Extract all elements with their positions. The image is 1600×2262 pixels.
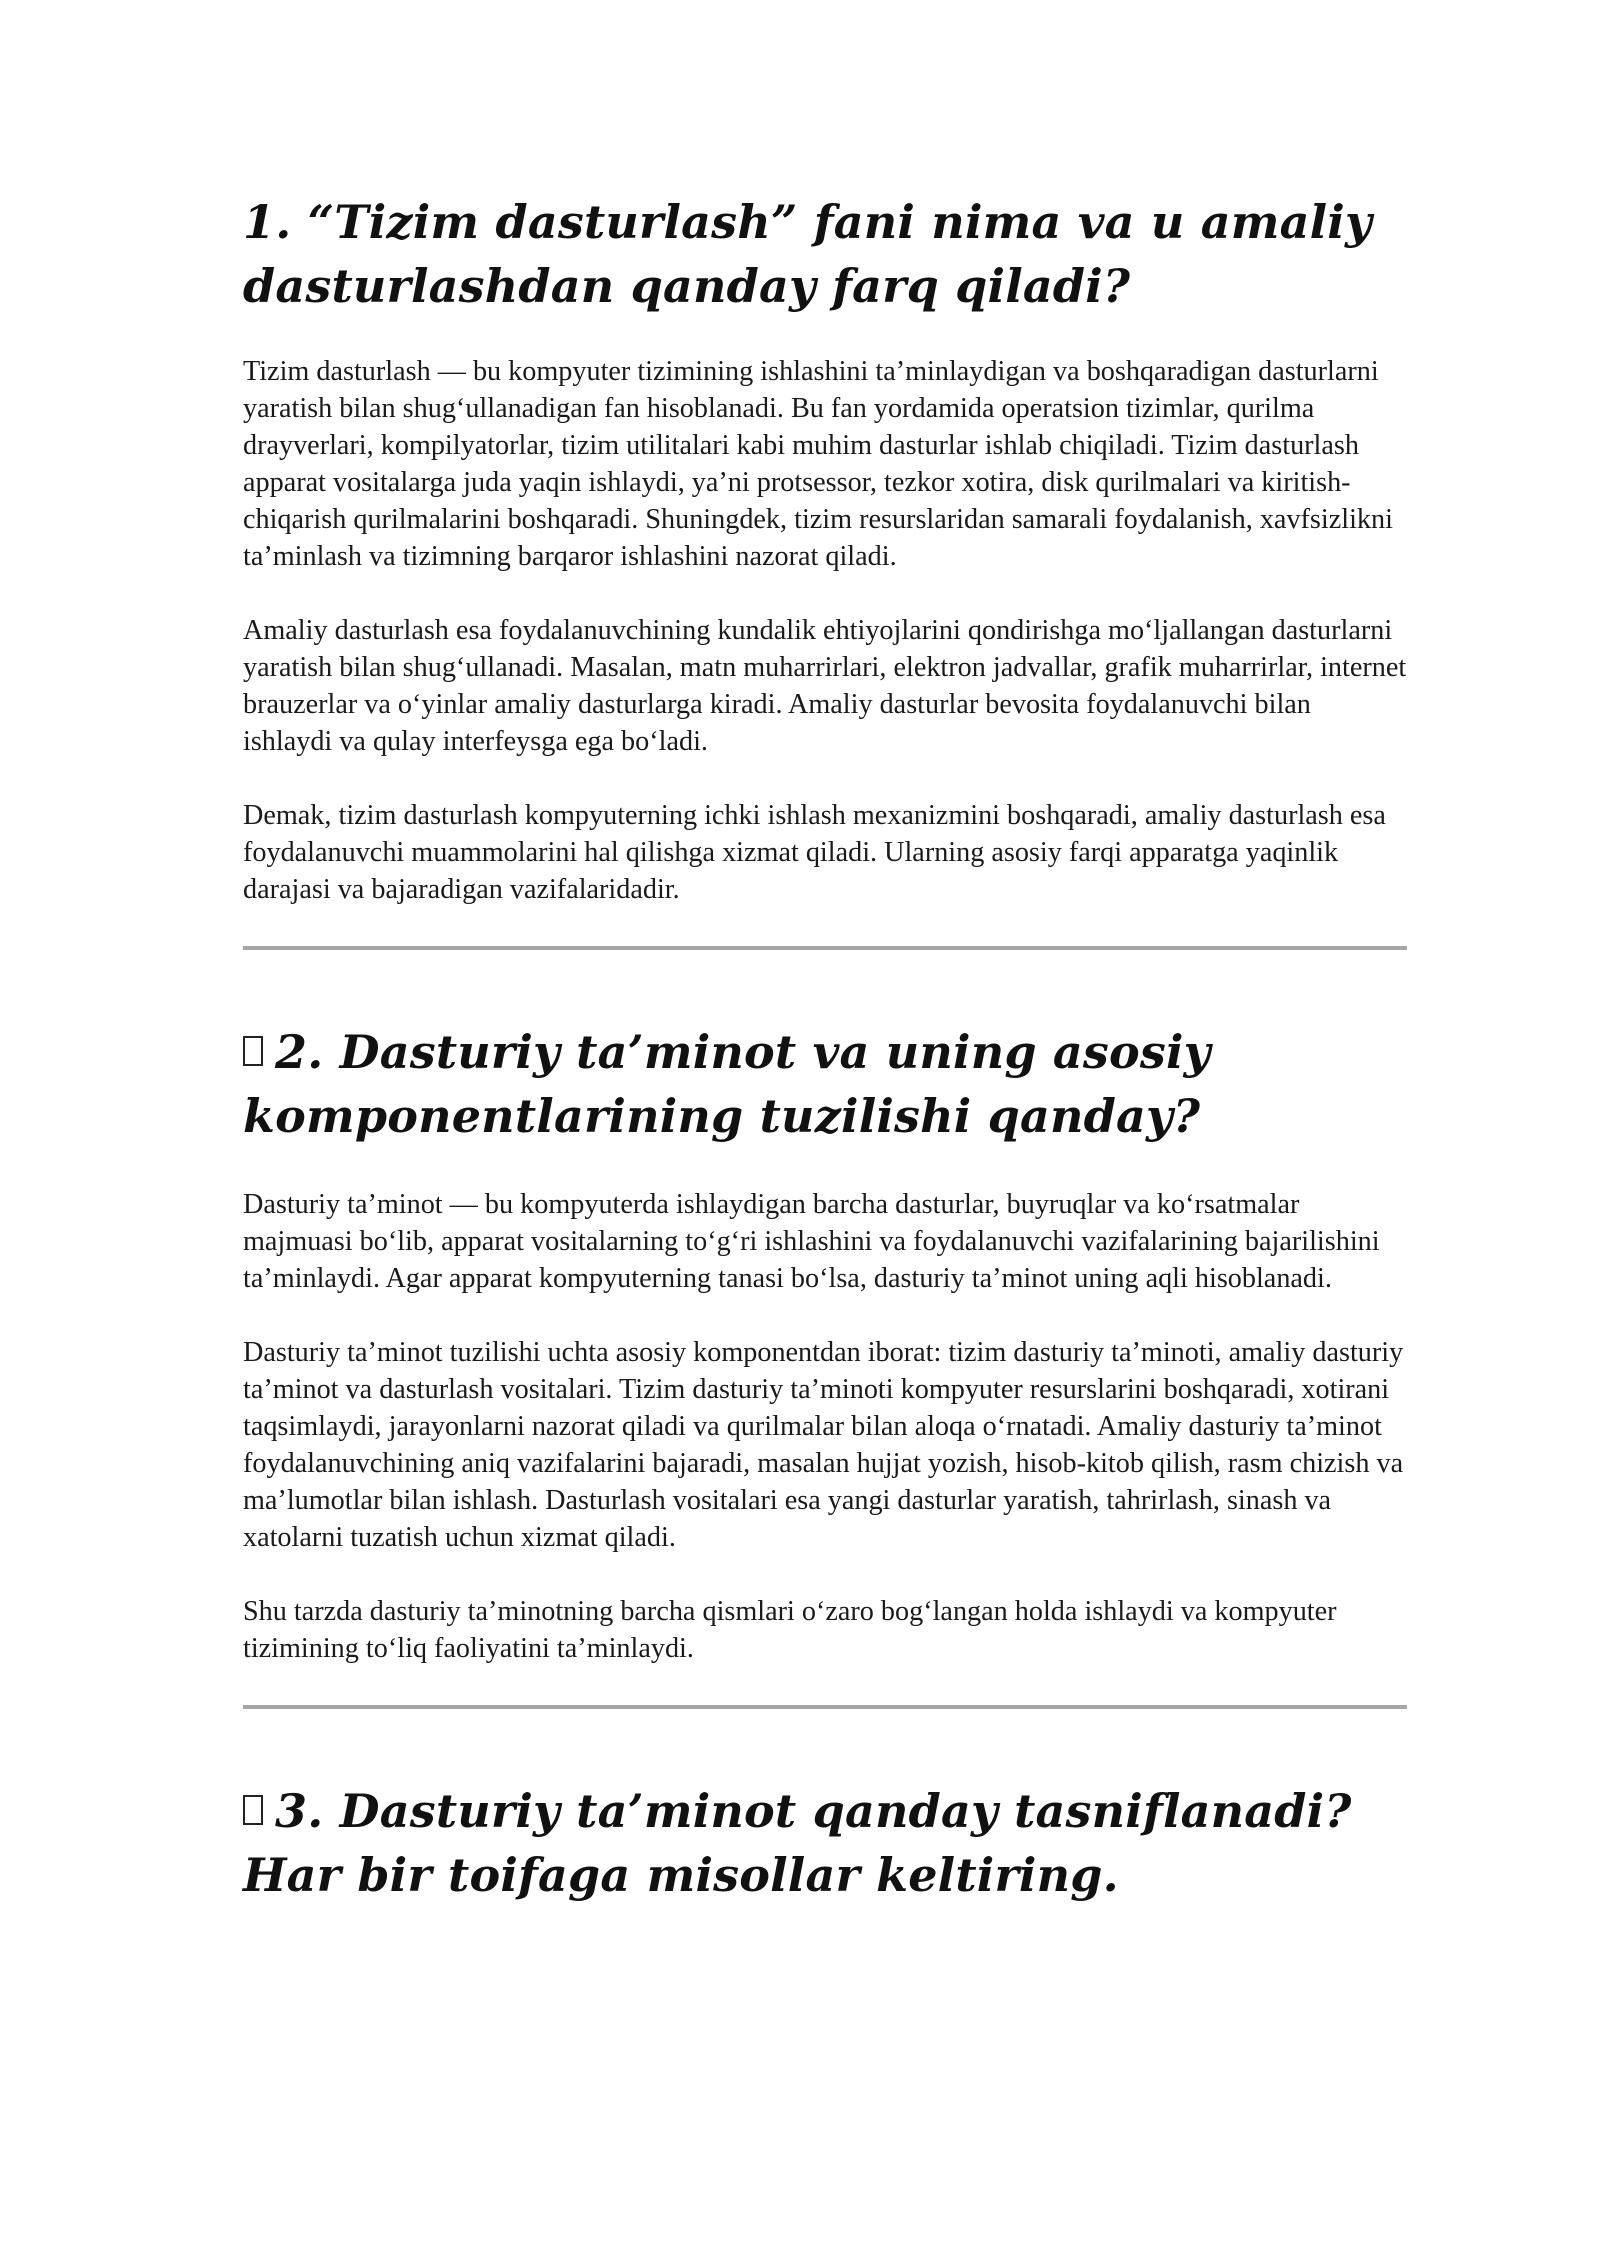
section-2-paragraph-2: Dasturiy ta’minot tuzilishi uchta asosiy komponentdan iborat: tizim dasturiy ta’minoti, amaliy dasturiy ta’minot va dasturlash vositalari. Tizim dasturiy ta’minoti kompyuter resurslarini boshqaradi, xotirani taqsimlaydi, jarayonlarni nazorat qiladi va qurilmalar bilan aloqa o‘rnatadi. Amaliy dasturiy ta’minot foydalanuvchining aniq vazifalarini bajaradi, masalan hujjat yozish, hisob-kitob qilish, rasm chizish va ma’lumotlar bilan ishlash. Dasturlash vositalari esa yangi dasturlar yaratish, tahrirlash, sinash va xatolarni tuzatish uchun xizmat qiladi.: [243, 1337, 1404, 1553]
section-1-paragraph-1: Tizim dasturlash — bu kompyuter tizimining ishlashini ta’minlaydigan va boshqaradigan dasturlarni yaratish bilan shug‘ullanadigan fan hisoblanadi. Bu fan yordamida operatsion tizimlar, qurilma drayverlari, kompilyatorlar, tizim utilitalari kabi muhim dasturlar ishlab chiqiladi. Tizim dasturlash apparat vositalarga juda yaqin ishlaydi, ya’ni protsessor, tezkor xotira, disk qurilmalari va kiritish-chiqarish qurilmalarini boshqaradi. Shuningdek, tizim resurslaridan samarali foydalanish, xavfsizlikni ta’minlash va tizimning barqaror ishlashini nazorat qiladi.: [243, 356, 1393, 572]
section-1-heading: 1. “Tizim dasturlash” fani nima va u amaliy dasturlashdan qanday farq qiladi?: [243, 195, 1372, 313]
section-3-heading-text: 3. Dasturiy ta’minot qanday tasniflanadi? Har bir toifaga misollar keltiring.: [243, 1784, 1352, 1902]
section-divider: [243, 946, 1407, 950]
section-1-paragraph-2: Amaliy dasturlash esa foydalanuvchining kundalik ehtiyojlarini qondirishga mo‘ljallangan dasturlarni yaratish bilan shug‘ullanadi. Masalan, matn muharrirlari, elektron jadvallar, grafik muharrirlar, internet brauzerlar va o‘yinlar amaliy dasturlarga kiradi. Amaliy dasturlar bevosita foydalanuvchi bilan ishlaydi va qulay interfeysga ega bo‘ladi.: [243, 615, 1407, 757]
section-2-heading: [243, 1020, 1407, 1148]
section-1-paragraph-3: Demak, tizim dasturlash kompyuterning ichki ishlash mexanizmini boshqaradi, amaliy dasturlash esa foydalanuvchi muammolarini hal qilishga xizmat qiladi. Ularning asosiy farqi apparatga yaqinlik darajasi va bajaradigan vazifalaridadir.: [243, 800, 1386, 905]
missing-glyph-icon: [243, 1795, 263, 1825]
section-2-paragraph-3: Shu tarzda dasturiy ta’minotning barcha qismlari o‘zaro bog‘langan holda ishlaydi va kompyuter tizimining to‘liq faoliyatini ta’minlaydi.: [243, 1596, 1337, 1664]
section-2-paragraph-1: Dasturiy ta’minot — bu kompyuterda ishlaydigan barcha dasturlar, buyruqlar va ko‘rsatmalar majmuasi bo‘lib, apparat vositalarning to‘g‘ri ishlashini va foydalanuvchi vazifalarining bajarilishini ta’minlaydi. Agar apparat kompyuterning tanasi bo‘lsa, dasturiy ta’minot uning aqli hisoblanadi.: [243, 1189, 1380, 1294]
section-3-heading: [243, 1779, 1407, 1907]
section-1: [243, 190, 1407, 908]
section-2-heading-text: 2. Dasturiy ta’minot va uning asosiy komponentlarining tuzilishi qanday?: [243, 1025, 1211, 1143]
section-divider: [243, 1705, 1407, 1709]
section-3: [243, 1779, 1407, 1907]
document-page: [243, 190, 1407, 1907]
missing-glyph-icon: [243, 1036, 263, 1066]
section-2: [243, 1020, 1407, 1667]
